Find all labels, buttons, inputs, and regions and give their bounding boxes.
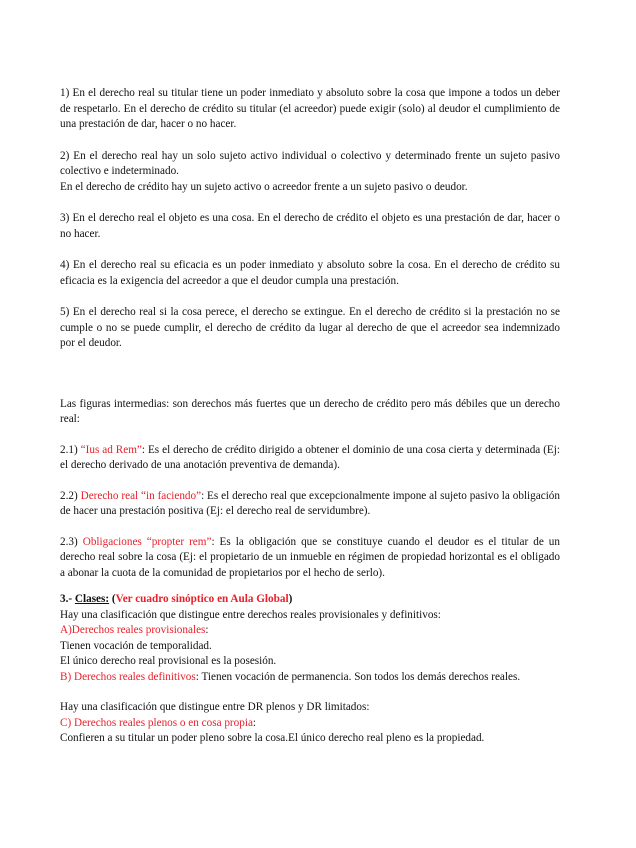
figura-number: 2.1)	[60, 443, 81, 456]
clases-c-text: Confieren a su titular un poder pleno sobre la cosa.El único derecho real pleno es la propiedad.	[60, 732, 485, 744]
figura-propter-rem	[60, 535, 560, 582]
figura-term: Obligaciones “propter rem”	[82, 535, 212, 548]
figura-text: : Es el derecho de crédito dirigido a obtener el dominio de una cosa cierta y determinada (Ej: el derecho derivado de una anotación preventiva de demanda).	[60, 443, 560, 471]
aula-global-link[interactable]: Ver cuadro sinóptico en Aula Global	[115, 593, 289, 605]
clases-c-heading	[60, 716, 560, 732]
clases-c-label: C) Derechos reales plenos o en cosa propia	[60, 716, 253, 729]
clases-number: 3.-	[60, 593, 75, 605]
paragraph-3: 3) En el derecho real el objeto es una cosa. En el derecho de crédito el objeto es una prestación de dar, hacer o no hacer.	[60, 212, 560, 240]
paragraph-1: 1) En el derecho real su titular tiene un poder inmediato y absoluto sobre la cosa que impone a todos un deber de respetarlo. En el derecho de crédito su titular (el acreedor) puede exigir (solo) al deudor el cumplimiento de una prestación de dar, hacer o no hacer.	[60, 87, 560, 130]
paragraph-2b: En el derecho de crédito hay un sujeto activo o acreedor frente a un sujeto pasivo o deudor.	[60, 180, 468, 193]
paragraph-5: 5) En el derecho real si la cosa perece, el derecho se extingue. En el derecho de crédito si la prestación no se cumple o no se puede cumplir, el derecho de crédito da lugar al derecho de que el acreedor sea indemnizado por el deudor.	[60, 306, 560, 349]
clases-line-2: Hay una clasificación que distingue entre DR plenos y DR limitados:	[60, 701, 370, 713]
clases-b-text: : Tienen vocación de permanencia. Son todos los demás derechos reales.	[195, 670, 521, 683]
clases-c-colon: :	[252, 716, 257, 729]
intermedias-intro: Las figuras intermedias: son derechos más fuertes que un derecho de crédito pero más débiles que un derecho real:	[60, 397, 560, 425]
figura-number: 2.3)	[60, 535, 83, 548]
figura-ius-ad-rem	[60, 443, 560, 474]
clases-open-paren: (	[109, 593, 116, 605]
clases-line-1: Hay una clasificación que distingue entre derechos reales provisionales y definitivos:	[60, 608, 441, 621]
paragraph-2a: 2) En el derecho real hay un solo sujeto activo individual o colectivo y determinado frente un sujeto pasivo colectivo e indeterminado.	[60, 149, 560, 177]
figura-term: Derecho real “in faciendo”	[80, 489, 202, 502]
clases-a-label: A)Derechos reales provisionales	[60, 624, 206, 636]
clases-title: Clases:	[74, 593, 110, 605]
figura-number: 2.2)	[60, 489, 81, 502]
clases-a-colon: :	[205, 624, 209, 636]
figura-in-faciendo	[60, 489, 560, 520]
document-page	[60, 86, 560, 747]
clases-heading	[60, 592, 560, 608]
paragraph-4: 4) En el derecho real su eficacia es un poder inmediato y absoluto sobre la cosa. En el derecho de crédito su eficacia es la exigencia del acreedor a que el deudor cumpla una prestación.	[60, 259, 560, 287]
clases-a-line-2: El único derecho real provisional es la posesión.	[60, 655, 277, 667]
clases-b-label: B) Derechos reales definitivos	[60, 670, 196, 683]
figura-term: “Ius ad Rem”	[80, 443, 142, 456]
clases-a-line-1: Tienen vocación de temporalidad.	[60, 639, 212, 652]
clases-a-heading	[60, 623, 560, 639]
clases-b	[60, 670, 560, 686]
figura-text: : Es el derecho real que excepcionalmente impone al sujeto pasivo la obligación de hacer una prestación positiva (Ej: el derecho real de servidumbre).	[60, 489, 560, 517]
clases-close-paren: )	[288, 593, 293, 605]
figura-text: : Es la obligación que se constituye cuando el deudor es el titular de un derecho real sobre la cosa (Ej: el propietario de un inmueble en régimen de propiedad horizontal es el obligado a abonar la cuota de la comunidad de propietarios por el hecho de serlo).	[60, 535, 560, 579]
